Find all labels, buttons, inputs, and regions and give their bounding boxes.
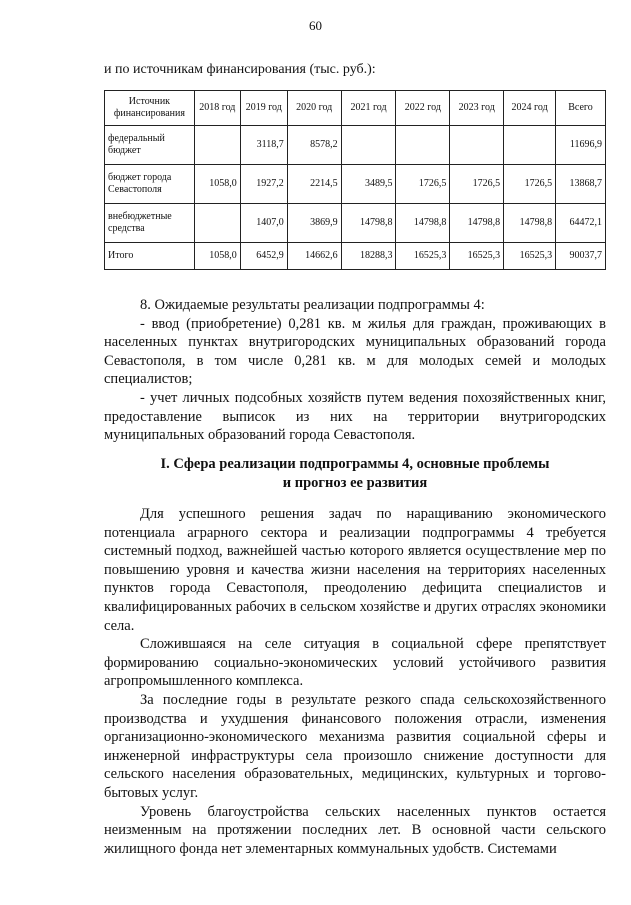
row-name: Итого: [105, 243, 195, 270]
table-cell: 6452,9: [240, 243, 287, 270]
table-cell: [194, 126, 240, 165]
page-number: 60: [309, 18, 322, 33]
header-total: Всего: [556, 91, 606, 126]
row-name: бюджет города Севастополя: [105, 165, 195, 204]
table-cell: 1058,0: [194, 243, 240, 270]
section-title-line: и прогноз ее развития: [282, 474, 428, 491]
section-body: [104, 505, 606, 858]
table-cell: 16525,3: [450, 243, 504, 270]
table-cell: [450, 126, 504, 165]
table-cell: 3489,5: [341, 165, 396, 204]
table-cell: 1407,0: [240, 204, 287, 243]
table-cell: 16525,3: [504, 243, 556, 270]
table-row: [105, 204, 606, 243]
table-row: [105, 126, 606, 165]
table-caption: и по источникам финансирования (тыс. руб.):: [104, 62, 376, 77]
row-name: внебюджетные средства: [105, 204, 195, 243]
section-title-line: I. Сфера реализации подпрограммы 4, основные проблемы: [160, 456, 550, 472]
table-header-row: [105, 91, 606, 126]
table-cell: 14798,8: [450, 204, 504, 243]
table-cell: 1927,2: [240, 165, 287, 204]
table-cell: 14798,8: [504, 204, 556, 243]
financing-table: [104, 90, 606, 270]
section-title: [104, 455, 606, 492]
header-2023: 2023 год: [450, 91, 504, 126]
table-cell: [194, 204, 240, 243]
table-cell: 18288,3: [341, 243, 396, 270]
table-row: [105, 165, 606, 204]
table-cell: 1726,5: [504, 165, 556, 204]
table-cell: [341, 126, 396, 165]
table-cell: 8578,2: [287, 126, 341, 165]
paragraph: Сложившаяся на селе ситуация в социальной сфере препятствует формированию социально-экономических условий устойчивого развития агропромышленного комплекса.: [104, 636, 606, 690]
header-2024: 2024 год: [504, 91, 556, 126]
header-2018: 2018 год: [194, 91, 240, 126]
header-source: Источник финансирования: [105, 91, 195, 126]
row-name: федеральный бюджет: [105, 126, 195, 165]
table-cell: 90037,7: [556, 243, 606, 270]
table-cell: [396, 126, 450, 165]
table-cell: 14798,8: [396, 204, 450, 243]
header-2021: 2021 год: [341, 91, 396, 126]
results-heading: 8. Ожидаемые результаты реализации подпрограммы 4:: [140, 297, 485, 313]
paragraph: За последние годы в результате резкого спада сельскохозяйственного производства и ухудшения финансового положения отрасли, изменения организационно-экономического механизма развития социальной сферы и инженерной инфраструктуры села произошло снижение доступности для сельского населения образовательных, медицинских, культурных и торгово-бытовых услуг.: [104, 691, 606, 801]
results-item: - ввод (приобретение) 0,281 кв. м жилья для граждан, проживающих в населенных пунктах внутригородских муниципальных образований города Севастополя, в том числе 0,281 кв. м для молодых семей и молодых специалистов;: [104, 315, 606, 388]
table-cell: 1726,5: [450, 165, 504, 204]
expected-results: [104, 296, 606, 445]
table-cell: 64472,1: [556, 204, 606, 243]
table-cell: 16525,3: [396, 243, 450, 270]
table-cell: [504, 126, 556, 165]
header-2019: 2019 год: [240, 91, 287, 126]
paragraph: Для успешного решения задач по наращиванию экономического потенциала аграрного сектора и реализации подпрограммы 4 требуется системный подход, важнейшей частью которого является осуществление мер по повышению уровня и качества жизни населения на территориях населенных пунктов города Севастополя, преодолению дефицита специалистов и квалифицированных рабочих в сельском хозяйстве и других отраслях экономики села.: [104, 506, 606, 634]
header-2022: 2022 год: [396, 91, 450, 126]
results-item: - учет личных подсобных хозяйств путем ведения похозяйственных книг, предоставление выписок из них на территории внутригородских муниципальных образований города Севастополя.: [104, 389, 606, 444]
table-cell: 1058,0: [194, 165, 240, 204]
table-cell: 3118,7: [240, 126, 287, 165]
table-cell: 11696,9: [556, 126, 606, 165]
table-cell: 1726,5: [396, 165, 450, 204]
header-2020: 2020 год: [287, 91, 341, 126]
table-cell: 3869,9: [287, 204, 341, 243]
table-cell: 2214,5: [287, 165, 341, 204]
table-cell: 13868,7: [556, 165, 606, 204]
paragraph: Уровень благоустройства сельских населенных пунктов остается неизменным на протяжении последних лет. В основной части сельского жилищного фонда нет элементарных коммунальных удобств. Системами: [104, 803, 606, 857]
table-cell: 14662,6: [287, 243, 341, 270]
table-cell: 14798,8: [341, 204, 396, 243]
table-row-total: [105, 243, 606, 270]
